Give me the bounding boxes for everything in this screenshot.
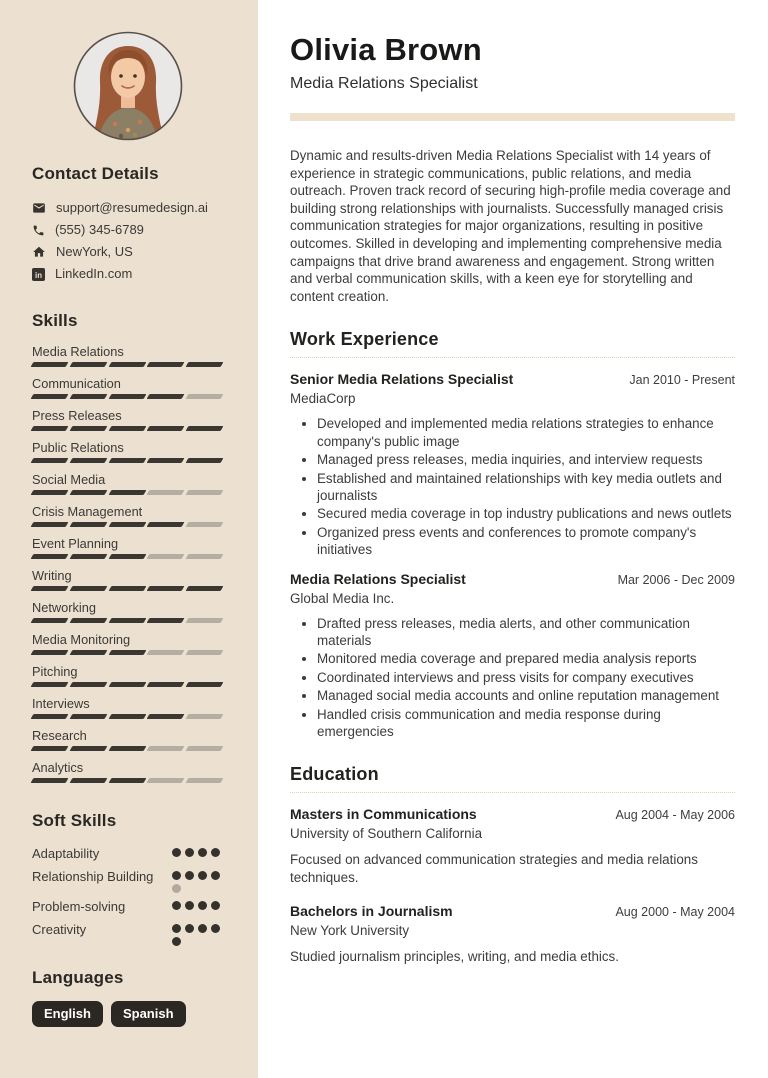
skill-level-bar bbox=[32, 426, 222, 431]
rating-dot bbox=[172, 924, 181, 933]
job-bullet: • Managed social media accounts and online reputation management bbox=[317, 687, 735, 704]
skill-bar-segment bbox=[147, 458, 185, 463]
education-dates: Aug 2004 - May 2006 bbox=[615, 808, 735, 823]
skill-bar-segment bbox=[69, 458, 107, 463]
skill-bar-segment bbox=[147, 586, 185, 591]
skill-item bbox=[32, 376, 224, 399]
job-bullet: • Secured media coverage in top industry publications and news outlets bbox=[317, 505, 735, 522]
skill-level-bar bbox=[32, 522, 222, 527]
skill-bar-segment bbox=[147, 426, 185, 431]
soft-skills-heading: Soft Skills bbox=[32, 811, 117, 830]
skill-bar-segment bbox=[69, 554, 107, 559]
skill-bar-segment bbox=[69, 714, 107, 719]
skill-level-bar bbox=[32, 586, 222, 591]
skill-level-bar bbox=[32, 682, 222, 687]
email-icon bbox=[32, 201, 46, 215]
skill-item bbox=[32, 632, 224, 655]
soft-skill-dots bbox=[172, 867, 224, 893]
job-bullet: • Coordinated interviews and press visits for company executives bbox=[317, 669, 735, 686]
skill-label: Networking bbox=[32, 600, 97, 615]
skill-bar-segment bbox=[108, 714, 146, 719]
skill-bar-segment bbox=[108, 362, 146, 367]
skill-bar-segment bbox=[69, 682, 107, 687]
profile-photo bbox=[72, 30, 184, 142]
summary-text: Dynamic and results-driven Media Relations Specialist with 14 years of experience in strategic communications, public relations, and media outreach. Proven track record of securing high-profile media coverage and building strong relationships with journalists. Successfully managed crisis communication strategies for major organizations, resulting in positive outcomes. Skilled in developing and implementing comprehensive media campaigns that drive brand awareness and engagement. Strong written and verbal communication skills, with a keen eye for storytelling and content creation. bbox=[290, 148, 731, 304]
job-bullet: • Organized press events and conferences to promote company's initiatives bbox=[317, 524, 735, 559]
skill-level-bar bbox=[32, 394, 222, 399]
degree-title: Masters in Communications bbox=[290, 806, 477, 823]
skill-bar-segment bbox=[147, 490, 185, 495]
skill-label: Media Relations bbox=[32, 344, 124, 359]
job-entry bbox=[290, 570, 735, 741]
rating-dot bbox=[172, 901, 181, 910]
skill-bar-segment bbox=[147, 618, 185, 623]
skill-bar-segment bbox=[69, 394, 107, 399]
rating-dot bbox=[211, 901, 220, 910]
skill-bar-segment bbox=[147, 394, 185, 399]
contact-item-text: (555) 345-6789 bbox=[55, 222, 144, 237]
skill-bar-segment bbox=[31, 458, 69, 463]
skill-item bbox=[32, 696, 224, 719]
skill-level-bar bbox=[32, 458, 222, 463]
soft-skill-item bbox=[32, 920, 224, 946]
skill-item bbox=[32, 472, 224, 495]
skill-bar-segment bbox=[108, 746, 146, 751]
skill-item bbox=[32, 760, 224, 783]
skill-label: Interviews bbox=[32, 696, 90, 711]
skills-heading: Skills bbox=[32, 311, 78, 330]
skill-bar-segment bbox=[108, 458, 146, 463]
skill-bar-segment bbox=[31, 394, 69, 399]
soft-skill-label: Adaptability bbox=[32, 846, 100, 861]
skill-bar-segment bbox=[108, 490, 146, 495]
skill-bar-segment bbox=[31, 714, 69, 719]
skill-label: Event Planning bbox=[32, 536, 119, 551]
skill-bar-segment bbox=[186, 778, 224, 783]
language-pill: English bbox=[32, 1001, 103, 1027]
skill-bar-segment bbox=[31, 778, 69, 783]
skill-bar-segment bbox=[31, 490, 69, 495]
rating-dot bbox=[211, 924, 220, 933]
skill-bar-segment bbox=[186, 746, 224, 751]
skill-label: Pitching bbox=[32, 664, 78, 679]
skill-bar-segment bbox=[186, 554, 224, 559]
soft-skill-label: Problem-solving bbox=[32, 899, 126, 914]
contact-section bbox=[32, 164, 224, 285]
skill-bar-segment bbox=[147, 522, 185, 527]
skill-bar-segment bbox=[186, 650, 224, 655]
skill-bar-segment bbox=[186, 522, 224, 527]
skill-bar-segment bbox=[186, 458, 224, 463]
skill-item bbox=[32, 664, 224, 687]
work-experience-section bbox=[290, 329, 735, 740]
languages-heading: Languages bbox=[32, 968, 124, 987]
person-name: Olivia Brown bbox=[290, 32, 482, 67]
education-list bbox=[290, 805, 735, 965]
skill-bar-segment bbox=[31, 426, 69, 431]
skills-section bbox=[32, 311, 224, 783]
rating-dot bbox=[185, 924, 194, 933]
skill-bar-segment bbox=[31, 682, 69, 687]
rating-dot bbox=[172, 871, 181, 880]
skill-bar-segment bbox=[147, 682, 185, 687]
skill-level-bar bbox=[32, 746, 222, 751]
avatar-illustration bbox=[72, 30, 184, 142]
skill-label: Social Media bbox=[32, 472, 106, 487]
skill-item bbox=[32, 728, 224, 751]
skill-item bbox=[32, 600, 224, 623]
skill-bar-segment bbox=[69, 650, 107, 655]
contact-heading: Contact Details bbox=[32, 164, 159, 183]
skill-label: Writing bbox=[32, 568, 72, 583]
skill-bar-segment bbox=[186, 682, 224, 687]
degree-title: Bachelors in Journalism bbox=[290, 902, 453, 919]
sidebar bbox=[0, 0, 258, 1078]
skill-bar-segment bbox=[186, 426, 224, 431]
skill-bar-segment bbox=[31, 586, 69, 591]
skill-bar-segment bbox=[69, 778, 107, 783]
contact-item-text: support@resumedesign.ai bbox=[56, 200, 208, 215]
skill-item bbox=[32, 536, 224, 559]
skill-bar-segment bbox=[108, 426, 146, 431]
skill-label: Communication bbox=[32, 376, 121, 391]
linkedin-icon bbox=[32, 268, 45, 281]
job-company: MediaCorp bbox=[290, 391, 356, 407]
rating-dot bbox=[211, 848, 220, 857]
job-title: Senior Media Relations Specialist bbox=[290, 371, 514, 388]
contact-item bbox=[32, 197, 224, 219]
skill-bar-segment bbox=[147, 650, 185, 655]
skill-bar-segment bbox=[69, 586, 107, 591]
job-bullet: • Established and maintained relationships with key media outlets and journalists bbox=[317, 470, 735, 505]
work-experience-heading: Work Experience bbox=[290, 329, 735, 358]
rating-dot bbox=[172, 848, 181, 857]
skill-bar-segment bbox=[186, 490, 224, 495]
jobs-list bbox=[290, 370, 735, 740]
skill-bar-segment bbox=[31, 650, 69, 655]
soft-skill-dots bbox=[172, 897, 224, 916]
skill-bar-segment bbox=[186, 618, 224, 623]
contact-item-text: NewYork, US bbox=[56, 244, 133, 259]
svg-text:in: in bbox=[35, 270, 42, 280]
soft-skill-item bbox=[32, 867, 224, 893]
skill-bar-segment bbox=[108, 554, 146, 559]
skill-item bbox=[32, 440, 224, 463]
skill-bar-segment bbox=[69, 490, 107, 495]
contact-list bbox=[32, 197, 224, 285]
skill-bar-segment bbox=[31, 362, 69, 367]
rating-dot bbox=[172, 884, 181, 893]
skill-bar-segment bbox=[108, 586, 146, 591]
main-content bbox=[258, 0, 768, 1078]
person-title: Media Relations Specialist bbox=[290, 75, 478, 92]
skill-level-bar bbox=[32, 650, 222, 655]
job-bullet: • Developed and implemented media relations strategies to enhance company's public image bbox=[317, 415, 735, 450]
skill-level-bar bbox=[32, 714, 222, 719]
skill-bar-segment bbox=[108, 522, 146, 527]
skill-bar-segment bbox=[147, 554, 185, 559]
skill-label: Research bbox=[32, 728, 87, 743]
skill-label: Analytics bbox=[32, 760, 84, 775]
rating-dot bbox=[185, 848, 194, 857]
skill-bar-segment bbox=[69, 362, 107, 367]
skill-bar-segment bbox=[69, 618, 107, 623]
skill-bar-segment bbox=[147, 362, 185, 367]
skill-level-bar bbox=[32, 618, 222, 623]
soft-skill-dots bbox=[172, 920, 224, 946]
skill-item bbox=[32, 568, 224, 591]
school-name: New York University bbox=[290, 922, 410, 938]
rating-dot bbox=[172, 937, 181, 946]
skill-item bbox=[32, 408, 224, 431]
soft-skill-label: Creativity bbox=[32, 922, 87, 937]
education-section bbox=[290, 764, 735, 965]
rating-dot bbox=[211, 871, 220, 880]
skill-bar-segment bbox=[147, 778, 185, 783]
skill-bar-segment bbox=[186, 714, 224, 719]
skill-label: Media Monitoring bbox=[32, 632, 131, 647]
contact-item bbox=[32, 241, 224, 263]
skill-bar-segment bbox=[108, 618, 146, 623]
skill-bar-segment bbox=[69, 746, 107, 751]
education-entry bbox=[290, 902, 735, 966]
skill-bar-segment bbox=[31, 522, 69, 527]
contact-item bbox=[32, 219, 224, 241]
skill-item bbox=[32, 504, 224, 527]
skill-level-bar bbox=[32, 490, 222, 495]
contact-item bbox=[32, 263, 224, 285]
language-pills bbox=[32, 1001, 224, 1027]
soft-skills-list bbox=[32, 844, 224, 946]
skill-bar-segment bbox=[69, 426, 107, 431]
school-name: University of Southern California bbox=[290, 826, 483, 842]
rating-dot bbox=[185, 901, 194, 910]
education-description: Focused on advanced communication strategies and media relations techniques. bbox=[290, 852, 698, 886]
skill-bar-segment bbox=[108, 682, 146, 687]
rating-dot bbox=[198, 901, 207, 910]
skill-level-bar bbox=[32, 362, 222, 367]
skill-item bbox=[32, 344, 224, 367]
skill-bar-segment bbox=[108, 778, 146, 783]
contact-item-text: LinkedIn.com bbox=[55, 266, 133, 281]
skill-bar-segment bbox=[186, 394, 224, 399]
skill-level-bar bbox=[32, 778, 222, 783]
soft-skill-label: Relationship Building bbox=[32, 869, 154, 884]
skill-label: Public Relations bbox=[32, 440, 124, 455]
education-heading: Education bbox=[290, 764, 735, 793]
job-title: Media Relations Specialist bbox=[290, 570, 466, 587]
skill-level-bar bbox=[32, 554, 222, 559]
home-icon bbox=[32, 245, 46, 259]
header-divider bbox=[290, 113, 735, 121]
languages-section bbox=[32, 968, 224, 1027]
job-bullet: • Monitored media coverage and prepared media analysis reports bbox=[317, 650, 735, 667]
soft-skills-section bbox=[32, 811, 224, 946]
education-description: Studied journalism principles, writing, and media ethics. bbox=[290, 948, 619, 964]
skill-bar-segment bbox=[31, 554, 69, 559]
skill-bar-segment bbox=[31, 746, 69, 751]
rating-dot bbox=[185, 871, 194, 880]
skill-bar-segment bbox=[108, 650, 146, 655]
phone-icon bbox=[32, 224, 45, 237]
skill-bar-segment bbox=[186, 362, 224, 367]
soft-skill-dots bbox=[172, 844, 224, 863]
job-dates: Jan 2010 - Present bbox=[629, 373, 735, 388]
skill-bar-segment bbox=[147, 746, 185, 751]
job-bullet: • Managed press releases, media inquiries, and interview requests bbox=[317, 451, 735, 468]
skill-label: Crisis Management bbox=[32, 504, 143, 519]
skill-bar-segment bbox=[108, 394, 146, 399]
skill-bar-segment bbox=[186, 586, 224, 591]
language-pill: Spanish bbox=[111, 1001, 186, 1027]
skill-bar-segment bbox=[147, 714, 185, 719]
rating-dot bbox=[198, 848, 207, 857]
skills-list bbox=[32, 344, 224, 783]
rating-dot bbox=[198, 871, 207, 880]
job-dates: Mar 2006 - Dec 2009 bbox=[617, 572, 735, 587]
skill-bar-segment bbox=[69, 522, 107, 527]
rating-dot bbox=[198, 924, 207, 933]
job-bullets bbox=[290, 615, 735, 741]
soft-skill-item bbox=[32, 897, 224, 916]
job-company: Global Media Inc. bbox=[290, 590, 395, 606]
skill-label: Press Releases bbox=[32, 408, 122, 423]
education-entry bbox=[290, 805, 735, 886]
job-entry bbox=[290, 370, 735, 558]
skill-bar-segment bbox=[31, 618, 69, 623]
job-bullet: • Drafted press releases, media alerts, and other communication materials bbox=[317, 615, 735, 650]
job-bullets bbox=[290, 415, 735, 558]
job-bullet: • Handled crisis communication and media response during emergencies bbox=[317, 706, 735, 741]
education-dates: Aug 2000 - May 2004 bbox=[615, 904, 735, 919]
soft-skill-item bbox=[32, 844, 224, 863]
